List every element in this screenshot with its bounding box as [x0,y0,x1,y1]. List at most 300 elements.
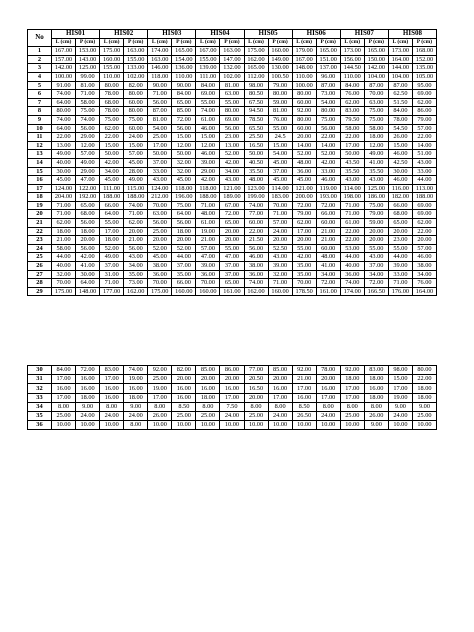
table-cell: 17.00 [316,393,340,402]
table-cell: 55.00 [196,98,220,107]
table-cell: 75.00 [172,201,196,210]
table-cell: 74.00 [124,201,148,210]
table-cell: 54.00 [316,98,340,107]
table-cell: 71.00 [124,210,148,219]
table-cell: 193.00 [316,193,340,202]
table-cell: 15.00 [100,141,124,150]
table-cell: 17.00 [388,384,412,393]
table-cell: 39.00 [268,262,292,271]
table-row [28,150,437,159]
row-number: 16 [28,176,52,185]
table-cell: 125.00 [364,184,388,193]
table-row [28,184,437,193]
sub-header-length: L (cm) [52,38,76,47]
table-cell: 24.00 [268,227,292,236]
table-cell: 10.00 [244,421,268,430]
table-cell: 22.00 [244,227,268,236]
table-cell: 92.00 [148,366,172,375]
table-cell: 35.00 [292,262,316,271]
table-cell: 8.00 [364,402,388,411]
table-cell: 39.00 [196,158,220,167]
table-cell: 173.00 [388,47,412,56]
table-cell: 80.00 [412,366,436,375]
table-cell: 10.00 [172,421,196,430]
table-cell: 54.00 [268,150,292,159]
table-cell: 37.00 [100,262,124,271]
table-cell: 25.00 [340,411,364,420]
table-cell: 50.00 [100,150,124,159]
table-cell: 18.00 [76,227,100,236]
table-cell: 78.00 [388,115,412,124]
table-cell: 162.00 [124,287,148,296]
measurement-table-bottom [27,365,437,430]
group-header: HIS03 [148,30,196,39]
table-cell: 69.00 [196,90,220,99]
table-cell: 26.00 [388,133,412,142]
table-cell: 45.00 [268,176,292,185]
table-cell: 71.00 [196,201,220,210]
table-cell: 35.50 [340,167,364,176]
table-row [28,115,437,124]
table-row [28,287,437,296]
table-cell: 79.00 [412,115,436,124]
table-cell: 25.00 [244,411,268,420]
table-cell: 80.00 [100,81,124,90]
table-cell: 16.00 [196,384,220,393]
table-cell: 56.00 [172,219,196,228]
table-cell: 55.00 [364,244,388,253]
row-number: 28 [28,279,52,288]
table-cell: 71.00 [100,279,124,288]
table-cell: 8.00 [196,402,220,411]
table-cell: 42.00 [76,253,100,262]
row-number: 20 [28,210,52,219]
table-cell: 17.00 [100,375,124,384]
table-cell: 44.00 [388,253,412,262]
table-cell: 10.00 [220,421,244,430]
table-cell: 63.00 [220,90,244,99]
table-cell: 82.00 [124,81,148,90]
table-row [28,167,437,176]
table-cell: 20.00 [148,236,172,245]
row-number: 9 [28,115,52,124]
table-cell: 9.00 [124,402,148,411]
table-cell: 24.00 [76,411,100,420]
table-cell: 13.00 [220,141,244,150]
table-cell: 74.00 [244,201,268,210]
table-cell: 175.00 [244,47,268,56]
table-cell: 85.00 [268,366,292,375]
table-cell: 160.00 [100,55,124,64]
table-cell: 29.00 [76,167,100,176]
table-cell: 174.00 [148,47,172,56]
table-cell: 8.50 [292,402,316,411]
table-cell: 167.00 [292,55,316,64]
table-cell: 35.50 [244,167,268,176]
table-cell: 161.00 [316,287,340,296]
table-cell: 73.00 [316,90,340,99]
table-cell: 28.00 [124,167,148,176]
table-row [28,133,437,142]
table-cell: 26.00 [364,411,388,420]
group-header: HIS05 [244,30,292,39]
table-cell: 79.00 [292,210,316,219]
table-cell: 65.00 [76,201,100,210]
table-cell: 16.50 [244,141,268,150]
sub-header-length: L (cm) [196,38,220,47]
table-cell: 123.00 [244,184,268,193]
sub-header-width: P (cm) [316,38,340,47]
table-cell: 16.00 [268,384,292,393]
table-cell: 40.50 [244,158,268,167]
table-cell: 175.00 [52,287,76,296]
table-cell: 58.00 [52,244,76,253]
table-cell: 65.00 [172,98,196,107]
table-cell: 45.00 [268,158,292,167]
row-number: 4 [28,72,52,81]
table-cell: 98.00 [244,81,268,90]
table-cell: 75.00 [124,115,148,124]
table-cell: 56.00 [76,219,100,228]
table-cell: 15.00 [388,141,412,150]
table-cell: 16.00 [100,384,124,393]
table-row [28,81,437,90]
table-row [28,210,437,219]
table-cell: 48.00 [316,253,340,262]
table-cell: 79.00 [364,210,388,219]
table-cell: 75.00 [100,115,124,124]
row-number: 15 [28,167,52,176]
table-cell: 39.00 [388,262,412,271]
table-cell: 20.00 [220,375,244,384]
table-cell: 44.00 [52,253,76,262]
table-cell: 41.00 [316,262,340,271]
table-cell: 56.00 [316,124,340,133]
table-cell: 36.00 [196,270,220,279]
table-cell: 55.00 [388,244,412,253]
table-cell: 15.00 [196,133,220,142]
sub-header-width: P (cm) [412,38,436,47]
sub-header-length: L (cm) [388,38,412,47]
table-cell: 70.00 [292,279,316,288]
table-cell: 80.50 [244,90,268,99]
table-cell: 67.00 [220,201,244,210]
table-cell: 49.00 [52,150,76,159]
table-cell: 57.00 [412,244,436,253]
table-cell: 196.00 [172,193,196,202]
group-header: HIS02 [100,30,148,39]
table-cell: 15.00 [268,141,292,150]
table-cell: 148.00 [76,287,100,296]
table-cell: 24.00 [100,411,124,420]
table-cell: 22.00 [412,133,436,142]
sub-header-length: L (cm) [340,38,364,47]
table-cell: 35.00 [292,270,316,279]
table-cell: 17.00 [220,393,244,402]
table-cell: 42.00 [196,176,220,185]
table-cell: 16.00 [172,393,196,402]
table-cell: 113.00 [412,184,436,193]
table-row [28,244,437,253]
table-cell: 162.00 [244,55,268,64]
table-cell: 124.00 [148,184,172,193]
table-cell: 71.00 [52,201,76,210]
row-number: 13 [28,150,52,159]
table-row [28,219,437,228]
table-cell: 68.00 [100,98,124,107]
table-cell: 90.00 [172,81,196,90]
table-cell: 67.50 [244,98,268,107]
table-cell: 160.00 [172,287,196,296]
table-cell: 165.00 [172,47,196,56]
table-cell: 40.00 [52,158,76,167]
table-cell: 179.00 [292,47,316,56]
table-cell: 54.50 [388,124,412,133]
table-cell: 20.00 [268,236,292,245]
table-cell: 186.00 [364,193,388,202]
table-row [28,193,437,202]
table-cell: 110.00 [340,72,364,81]
table-cell: 66.00 [388,201,412,210]
table-cell: 81.00 [148,115,172,124]
table-cell: 60.00 [292,98,316,107]
table-cell: 8.00 [52,402,76,411]
table-cell: 83.00 [340,107,364,116]
table-cell: 15.00 [388,375,412,384]
table-cell: 24.00 [220,411,244,420]
table-cell: 76.00 [268,115,292,124]
table-cell: 22.00 [412,227,436,236]
table-cell: 10.00 [340,421,364,430]
table-cell: 100.50 [268,72,292,81]
table-cell: 19.00 [124,375,148,384]
row-number: 10 [28,124,52,133]
table-cell: 50.00 [244,150,268,159]
table-cell: 56.00 [148,98,172,107]
table-cell: 65.00 [220,219,244,228]
table-cell: 75.00 [76,107,100,116]
table-cell: 16.00 [100,393,124,402]
table-cell: 22.00 [340,227,364,236]
table-cell: 74.00 [340,279,364,288]
row-number: 5 [28,81,52,90]
table-cell: 17.00 [292,384,316,393]
table-cell: 136.00 [172,64,196,73]
table-cell: 85.00 [172,107,196,116]
table-cell: 163.00 [124,47,148,56]
table-cell: 38.00 [412,262,436,271]
sub-header-width: P (cm) [364,38,388,47]
table-cell: 83.00 [364,366,388,375]
table-cell: 37.00 [268,167,292,176]
table-cell: 19.00 [148,384,172,393]
table-cell: 47.00 [220,253,244,262]
table-cell: 69.00 [412,210,436,219]
table-cell: 90.00 [148,81,172,90]
table-row [28,393,437,402]
table-cell: 43.50 [340,158,364,167]
table-row [28,124,437,133]
table-cell: 16.00 [220,384,244,393]
table-cell: 17.00 [268,393,292,402]
table-cell: 143.00 [76,55,100,64]
table-cell: 57.00 [196,244,220,253]
table-row [28,253,437,262]
table-cell: 110.00 [292,72,316,81]
table-cell: 12.00 [172,141,196,150]
table-cell: 151.00 [316,55,340,64]
row-number: 26 [28,262,52,271]
table-row [28,384,437,393]
table-cell: 57.00 [76,150,100,159]
table-cell: 43.00 [412,158,436,167]
table-cell: 17.00 [340,384,364,393]
table-cell: 188.00 [412,193,436,202]
table-cell: 22.00 [316,133,340,142]
table-row [28,201,437,210]
table-cell: 65.50 [244,124,268,133]
sub-header-length: L (cm) [244,38,268,47]
table-cell: 38.00 [148,262,172,271]
table-cell: 35.00 [172,270,196,279]
table-cell: 73.00 [124,279,148,288]
table-cell: 49.00 [124,176,148,185]
table-cell: 64.00 [52,124,76,133]
table-cell: 25.50 [244,133,268,142]
table-cell: 118.00 [172,184,196,193]
table-row [28,421,437,430]
table-cell: 60.00 [316,244,340,253]
table-cell: 114.00 [340,184,364,193]
table-cell: 20.00 [196,375,220,384]
table-cell: 10.00 [316,421,340,430]
table-cell: 37.00 [148,158,172,167]
table-cell: 17.00 [340,141,364,150]
table-cell: 34.00 [316,270,340,279]
table-cell: 35.50 [364,167,388,176]
row-number: 12 [28,141,52,150]
table-row [28,279,437,288]
table-cell: 10.00 [196,421,220,430]
table-cell: 21.00 [316,236,340,245]
table-cell: 46.00 [388,176,412,185]
table-cell: 60.00 [316,219,340,228]
table-row [28,411,437,420]
table-cell: 25.00 [148,375,172,384]
row-number: 1 [28,47,52,56]
table-cell: 9.00 [76,402,100,411]
table-cell: 62.00 [100,124,124,133]
table-cell: 24.00 [268,411,292,420]
table-cell: 188.00 [100,193,124,202]
table-cell: 16.00 [172,384,196,393]
table-cell: 165.00 [364,47,388,56]
table-cell: 92.00 [340,366,364,375]
table-cell: 118.00 [148,72,172,81]
row-number: 6 [28,90,52,99]
table-cell: 77.00 [244,210,268,219]
table-cell: 69.00 [220,115,244,124]
row-number: 19 [28,201,52,210]
table-cell: 68.00 [388,210,412,219]
table-cell: 105.00 [412,72,436,81]
table-cell: 24.00 [388,411,412,420]
table-cell: 55.00 [100,219,124,228]
table-cell: 10.00 [412,421,436,430]
table-cell: 100.00 [292,81,316,90]
table-cell: 160.00 [268,287,292,296]
table-cell: 164.00 [412,287,436,296]
table-cell: 37.00 [220,262,244,271]
table-cell: 163.00 [220,47,244,56]
table-cell: 91.00 [52,81,76,90]
table-cell: 81.00 [76,81,100,90]
table-cell: 72.00 [172,115,196,124]
table-cell: 76.00 [340,90,364,99]
table-cell: 32.00 [268,270,292,279]
table-cell: 164.00 [388,55,412,64]
table-cell: 20.00 [388,227,412,236]
table-cell: 54.00 [148,124,172,133]
table-cell: 38.00 [244,262,268,271]
row-number: 32 [28,384,52,393]
table-cell: 66.00 [316,210,340,219]
table-cell: 56.00 [76,124,100,133]
table-cell: 20.00 [412,236,436,245]
table-cell: 87.00 [364,81,388,90]
table-cell: 75.00 [364,107,388,116]
table-cell: 12.00 [76,141,100,150]
table-cell: 56.00 [220,124,244,133]
table-cell: 70.00 [52,279,76,288]
table-row [28,47,437,56]
table-cell: 84.00 [52,366,76,375]
table-cell: 78.00 [316,366,340,375]
row-number: 36 [28,421,52,430]
table-cell: 115.00 [124,184,148,193]
table-cell: 75.00 [364,201,388,210]
row-number: 21 [28,219,52,228]
table-cell: 94.50 [244,107,268,116]
table-cell: 149.00 [268,55,292,64]
table-cell: 15.00 [124,141,148,150]
table-cell: 188.00 [124,193,148,202]
table-cell: 48.00 [196,210,220,219]
table-cell: 14.00 [292,141,316,150]
table-cell: 20.00 [268,375,292,384]
table-cell: 56.00 [148,219,172,228]
table-cell: 62.50 [388,90,412,99]
table-cell: 84.00 [196,81,220,90]
table-cell: 33.00 [148,167,172,176]
table-cell: 152.00 [412,55,436,64]
table-cell: 100.00 [52,72,76,81]
group-header: HIS06 [292,30,340,39]
table-cell: 20.00 [244,393,268,402]
table-cell: 19.00 [388,393,412,402]
table-cell: 132.00 [220,64,244,73]
table-cell: 12.00 [364,141,388,150]
table-cell: 62.00 [292,219,316,228]
table-row [28,98,437,107]
table-cell: 60.00 [244,219,268,228]
table-cell: 34.00 [364,270,388,279]
table-cell: 68.00 [76,210,100,219]
table-cell: 92.00 [292,107,316,116]
table-cell: 84.00 [172,90,196,99]
table-cell: 20.00 [220,236,244,245]
table-cell: 51.50 [388,98,412,107]
